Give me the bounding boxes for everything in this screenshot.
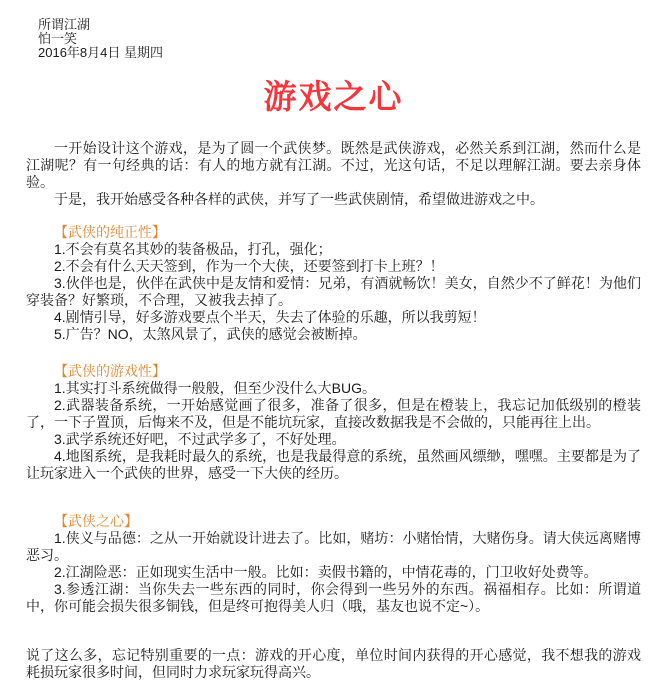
list-item: 1.其实打斗系统做得一般般，但至少没什么大BUG。 — [54, 380, 377, 396]
list-item: 4.地图系统，是我耗时最久的系统，也是我最得意的系统，虽然画风缥缈，嘿嘿。主要都是为了让玩家进入一个武侠的世界，感受一下大侠的经历。 — [26, 448, 641, 481]
intro-paragraph-1: 一开始设计这个游戏，是为了圆一个武侠梦。既然是武侠游戏，必然关系到江湖，然而什么是江湖呢？有一句经典的话：有人的地方就有江湖。不过，光这句话，不足以理解江湖。要去亲身体验。 — [26, 140, 641, 190]
outro-paragraph: 说了这么多，忘记特别重要的一点：游戏的开心度，单位时间内获得的开心感觉，我不想我的游戏耗损玩家很多时间，但同时力求玩家玩得高兴。 — [26, 647, 641, 680]
list-item: 1.不会有莫名其妙的装备极品，打孔，强化； — [54, 241, 332, 257]
section-purity — [26, 224, 641, 343]
list-item: 2.不会有什么天天签到，作为一个大侠，还要签到打卡上班？！ — [54, 258, 444, 274]
list-item: 3.伙伴也是，伙伴在武侠中是友情和爱情：兄弟，有酒就畅饮！美女，自然少不了鲜花！为他们穿装备？好繁琐，不合理，又被我去掉了。 — [26, 275, 641, 308]
list-item: 1.侠义与品德：之从一开始就设计进去了。比如，赌坊：小赌怡情，大赌伤身。请大侠远离赌博恶习。 — [26, 530, 641, 563]
page-title: 游戏之心 — [263, 78, 404, 115]
section-heading: 【武侠的游戏性】 — [54, 363, 166, 379]
intro-paragraph-2: 于是，我开始感受各种各样的武侠，并写了一些武侠剧情，希望做进游戏之中。 — [54, 191, 544, 207]
list-item: 3.参透江湖：当你失去一些东西的同时，你会得到一些另外的东西。祸福相存。比如：所谓道中，你可能会损失很多铜钱，但是终可抱得美人归（哦，基友也说不定~）。 — [26, 581, 641, 614]
doc-author: 怕一笑 — [38, 31, 78, 46]
section-heading: 【武侠的纯正性】 — [54, 224, 166, 240]
section-heading: 【武侠之心】 — [54, 513, 138, 529]
doc-series-title: 所谓江湖 — [38, 17, 91, 32]
list-item: 2.江湖险恶：正如现实生活中一般。比如：卖假书籍的，中情花毒的，门卫收好处费等。 — [54, 564, 598, 580]
list-item: 5.广告？NO，太煞风景了，武侠的感觉会被断掉。 — [54, 326, 367, 342]
doc-meta — [38, 18, 641, 60]
section-gameplay — [26, 363, 641, 482]
list-item: 3.武学系统还好吧，不过武学多了，不好处理。 — [54, 431, 346, 447]
doc-date: 2016年8月4日 星期四 — [38, 45, 163, 60]
section-heart — [26, 513, 641, 615]
list-item: 2.武器装备系统，一开始感觉画了很多，准备了很多，但是在橙装上，我忘记加低级别的橙装了，一下子置顶，后悔来不及，但是不能坑玩家，直接改数据我是不会做的，只能再往上出。 — [26, 397, 641, 430]
list-item: 4.剧情引导，好多游戏要点个半天，失去了体验的乐趣，所以我剪短！ — [54, 309, 486, 325]
